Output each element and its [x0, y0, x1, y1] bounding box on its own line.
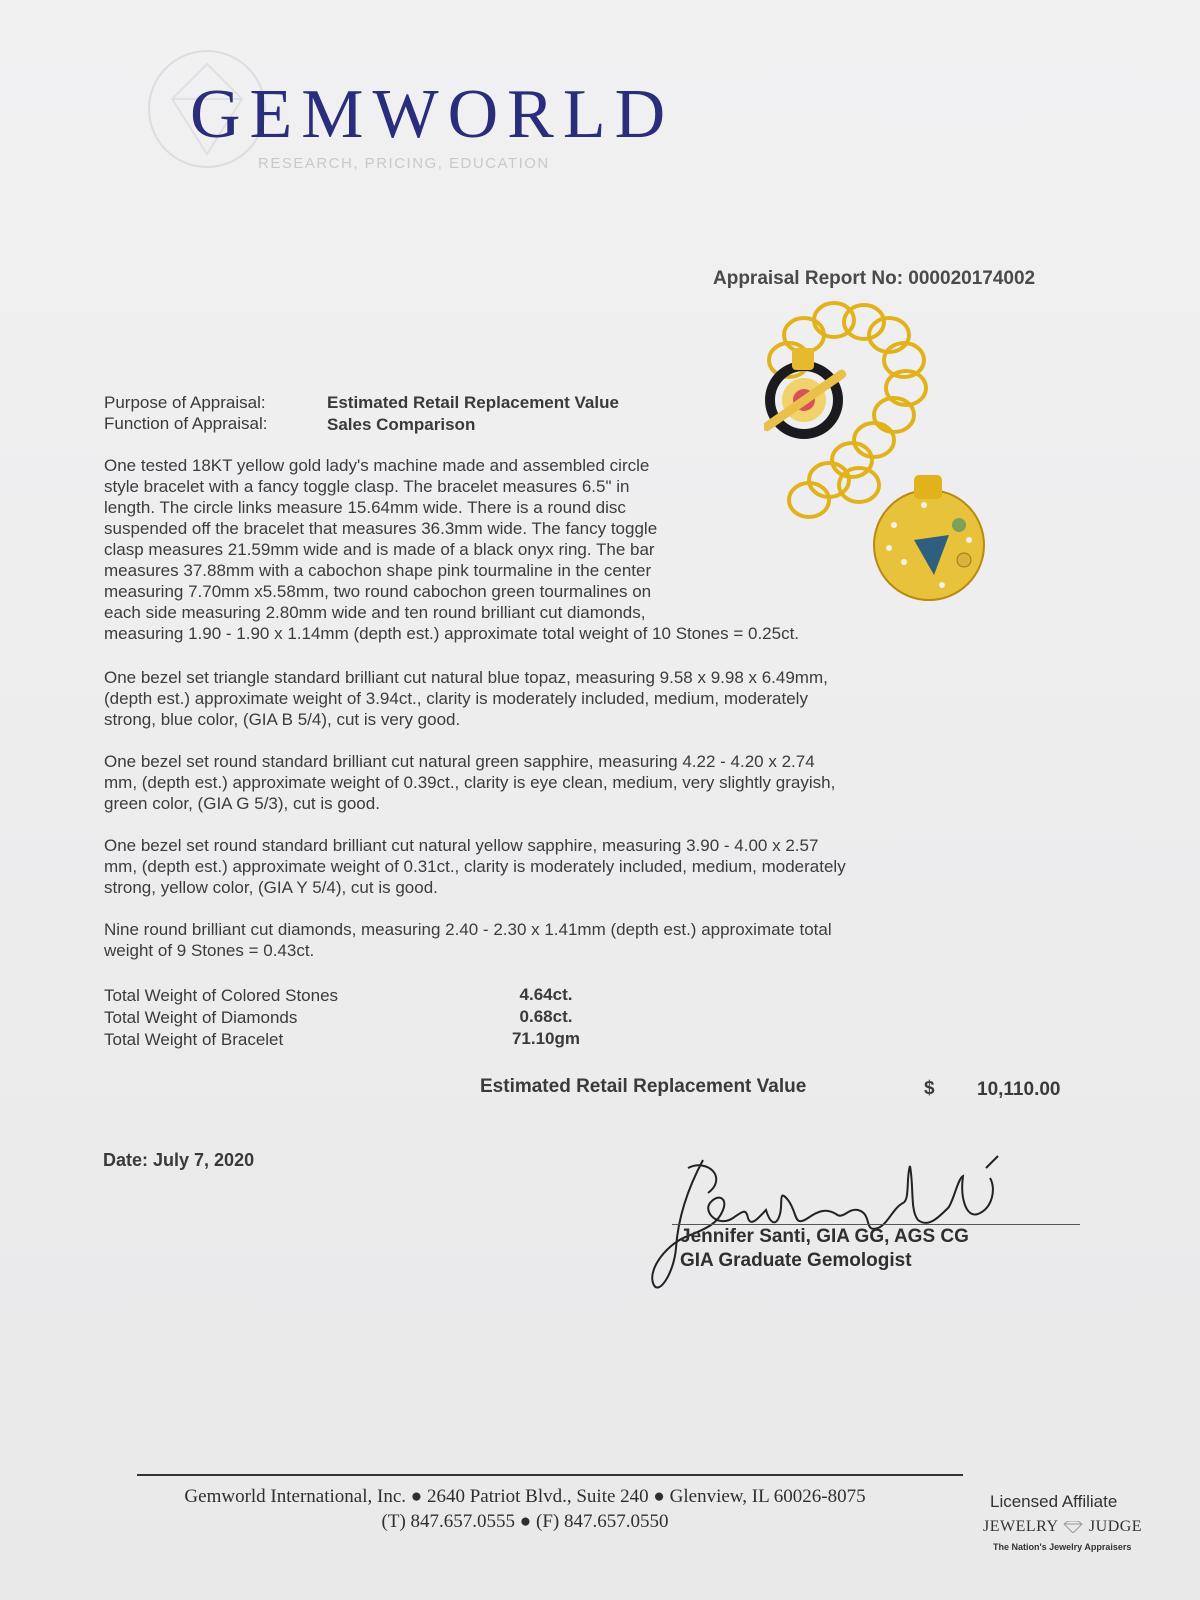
- stone-line: mm, (depth est.) approximate weight of 0.31ct., clarity is moderately included, medium, moderately: [104, 857, 846, 876]
- currency-symbol: $: [924, 1078, 935, 1099]
- appraiser-name: Jennifer Santi, GIA GG, AGS CG: [680, 1226, 969, 1247]
- footer-divider: [137, 1474, 963, 1476]
- stone-line: strong, blue color, (GIA B 5/4), cut is very good.: [104, 710, 461, 729]
- stone-line: One bezel set round standard brilliant cut natural yellow sapphire, measuring 3.90 - 4.00 x 2.57: [104, 836, 819, 855]
- company-address: Gemworld International, Inc. ● 2640 Patriot Blvd., Suite 240 ● Glenview, IL 60026-8075: [184, 1486, 866, 1507]
- stone-line: One bezel set triangle standard brilliant cut natural blue topaz, measuring 9.58 x 9.98 x 6.49mm,: [104, 668, 828, 687]
- total-bracelet-label: Total Weight of Bracelet: [104, 1030, 284, 1049]
- appraisal-date: Date: July 7, 2020: [103, 1150, 255, 1170]
- total-colored-stones-label: Total Weight of Colored Stones: [104, 986, 339, 1005]
- affiliate-label: Licensed Affiliate: [990, 1492, 1118, 1511]
- stone-line: mm, (depth est.) approximate weight of 0.39ct., clarity is eye clean, medium, very slightly grayish,: [104, 773, 836, 792]
- affiliate-right-text: JUDGE: [1088, 1518, 1143, 1535]
- description-line: measuring 1.90 - 1.90 x 1.14mm (depth est.) approximate total weight of 10 Stones = 0.25ct.: [104, 624, 800, 643]
- stone-line: strong, yellow color, (GIA Y 5/4), cut is good.: [104, 878, 438, 897]
- stone-line: Nine round brilliant cut diamonds, measuring 2.40 - 2.30 x 1.41mm (depth est.) approximate total: [104, 920, 832, 939]
- total-diamonds-value: 0.68ct.: [519, 1007, 573, 1026]
- signature-line: [672, 1224, 1080, 1225]
- purpose-label: Purpose of Appraisal:: [104, 393, 266, 412]
- purpose-value: Estimated Retail Replacement Value: [327, 393, 619, 412]
- stone-line: green color, (GIA G 5/3), cut is good.: [104, 794, 380, 813]
- bracelet-description: [104, 455, 800, 644]
- report-number: Appraisal Report No: 000020174002: [713, 268, 1036, 289]
- diamond-icon: [1062, 1521, 1084, 1533]
- description-line: measures 37.88mm with a cabochon shape pink tourmaline in the center: [104, 561, 652, 580]
- description-line: clasp measures 21.59mm wide and is made of a black onyx ring. The bar: [104, 540, 655, 559]
- function-label: Function of Appraisal:: [104, 414, 268, 433]
- description-line: length. The circle links measure 15.64mm wide. There is a round disc: [104, 498, 626, 517]
- jewelry-judge-logo: [983, 1518, 1142, 1536]
- description-line: One tested 18KT yellow gold lady's machine made and assembled circle: [104, 456, 650, 475]
- total-bracelet-value: 71.10gm: [511, 1029, 581, 1048]
- stone-line: (depth est.) approximate weight of 3.94ct., clarity is moderately included, medium, moderately: [104, 689, 808, 708]
- logo-tagline: RESEARCH, PRICING, EDUCATION: [258, 155, 550, 172]
- description-line: each side measuring 2.80mm wide and ten round brilliant cut diamonds,: [104, 603, 646, 622]
- stone-paragraph-yellow-sapphire: [104, 835, 914, 898]
- stone-paragraph-green-sapphire: [104, 751, 914, 814]
- bracelet-photo: [764, 300, 1054, 610]
- affiliate-left-text: JEWELRY: [983, 1518, 1058, 1535]
- stone-line: One bezel set round standard brilliant cut natural green sapphire, measuring 4.22 - 4.20 x 2.74: [104, 752, 815, 771]
- stone-line: weight of 9 Stones = 0.43ct.: [104, 941, 315, 960]
- description-line: measuring 7.70mm x5.58mm, two round cabochon green tourmalines on: [104, 582, 652, 601]
- description-line: style bracelet with a fancy toggle clasp. The bracelet measures 6.5" in: [104, 477, 630, 496]
- gemworld-logo: GEMWORLD: [190, 76, 675, 153]
- stone-paragraph-diamonds: [104, 919, 914, 961]
- total-diamonds-label: Total Weight of Diamonds: [104, 1008, 298, 1027]
- replacement-value-amount: 10,110.00: [977, 1079, 1061, 1100]
- appraiser-title: GIA Graduate Gemologist: [680, 1250, 912, 1271]
- total-colored-stones-value: 4.64ct.: [519, 985, 573, 1004]
- replacement-value-label: Estimated Retail Replacement Value: [480, 1076, 807, 1097]
- company-phones: (T) 847.657.0555 ● (F) 847.657.0550: [381, 1511, 669, 1532]
- description-line: suspended off the bracelet that measures 36.3mm wide. The fancy toggle: [104, 519, 658, 538]
- stone-paragraph-blue-topaz: [104, 667, 914, 730]
- affiliate-tagline: The Nation's Jewelry Appraisers: [993, 1542, 1132, 1552]
- function-value: Sales Comparison: [327, 415, 476, 434]
